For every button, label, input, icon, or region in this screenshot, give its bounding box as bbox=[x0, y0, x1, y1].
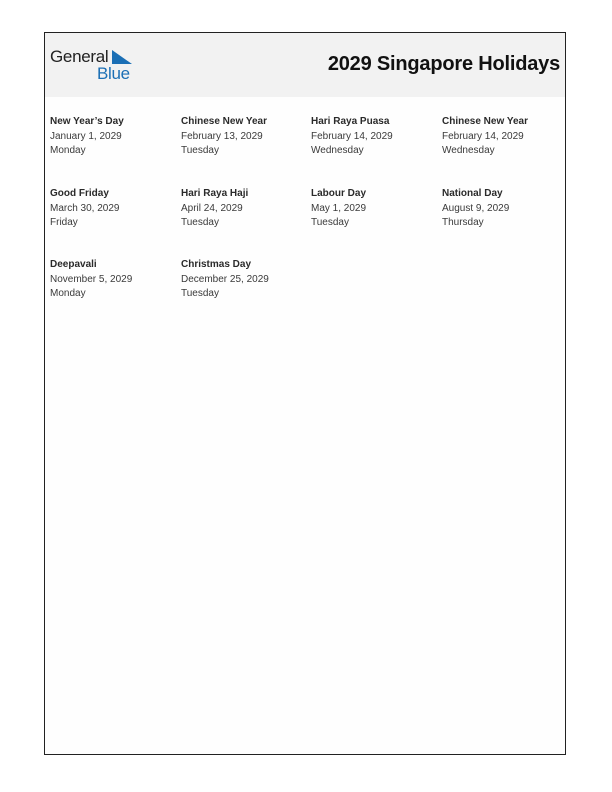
holiday-weekday: Friday bbox=[50, 217, 78, 228]
holiday-weekday: Tuesday bbox=[181, 288, 219, 299]
holiday-item bbox=[181, 115, 306, 159]
holiday-weekday: Thursday bbox=[442, 217, 484, 228]
holiday-item bbox=[181, 187, 306, 231]
holiday-item bbox=[50, 115, 175, 159]
holiday-item bbox=[311, 115, 436, 159]
holiday-name: National Day bbox=[442, 188, 503, 199]
holiday-weekday: Wednesday bbox=[442, 145, 495, 156]
holiday-item bbox=[50, 187, 175, 231]
logo-word-blue: Blue bbox=[97, 64, 130, 83]
holiday-weekday: Monday bbox=[50, 145, 86, 156]
holiday-date: March 30, 2029 bbox=[50, 202, 120, 214]
holiday-name: Chinese New Year bbox=[181, 116, 267, 127]
holiday-item bbox=[181, 258, 306, 302]
holiday-date: August 9, 2029 bbox=[442, 202, 510, 214]
holiday-date: February 14, 2029 bbox=[442, 130, 524, 142]
holiday-name: Hari Raya Haji bbox=[181, 188, 249, 199]
holiday-date: January 1, 2029 bbox=[50, 130, 122, 142]
holiday-name: Good Friday bbox=[50, 188, 109, 199]
holiday-weekday: Monday bbox=[50, 288, 86, 299]
calendar-page bbox=[44, 32, 566, 755]
header-band bbox=[45, 33, 565, 97]
holiday-name: New Year’s Day bbox=[50, 116, 124, 127]
holiday-date: February 13, 2029 bbox=[181, 130, 263, 142]
holiday-weekday: Tuesday bbox=[181, 145, 219, 156]
holiday-item bbox=[50, 258, 175, 302]
holiday-name: Hari Raya Puasa bbox=[311, 116, 390, 127]
logo-triangle-icon bbox=[112, 50, 132, 64]
holiday-item bbox=[442, 187, 567, 231]
holiday-weekday: Wednesday bbox=[311, 145, 364, 156]
holiday-name: Christmas Day bbox=[181, 259, 252, 270]
page-title: 2029 Singapore Holidays bbox=[327, 53, 560, 75]
holiday-date: February 14, 2029 bbox=[311, 130, 393, 142]
holiday-name: Chinese New Year bbox=[442, 116, 528, 127]
holiday-weekday: Tuesday bbox=[181, 217, 219, 228]
holiday-item bbox=[311, 187, 436, 231]
holiday-date: May 1, 2029 bbox=[311, 202, 367, 214]
holiday-weekday: Tuesday bbox=[311, 217, 349, 228]
holiday-name: Labour Day bbox=[311, 188, 367, 199]
holiday-item bbox=[442, 115, 567, 159]
holiday-date: December 25, 2029 bbox=[181, 273, 269, 285]
holiday-date: April 24, 2029 bbox=[181, 202, 243, 214]
holiday-date: November 5, 2029 bbox=[50, 273, 133, 285]
generalblue-logo bbox=[50, 47, 140, 83]
logo-word-general: General bbox=[50, 47, 109, 66]
holiday-name: Deepavali bbox=[50, 259, 97, 270]
